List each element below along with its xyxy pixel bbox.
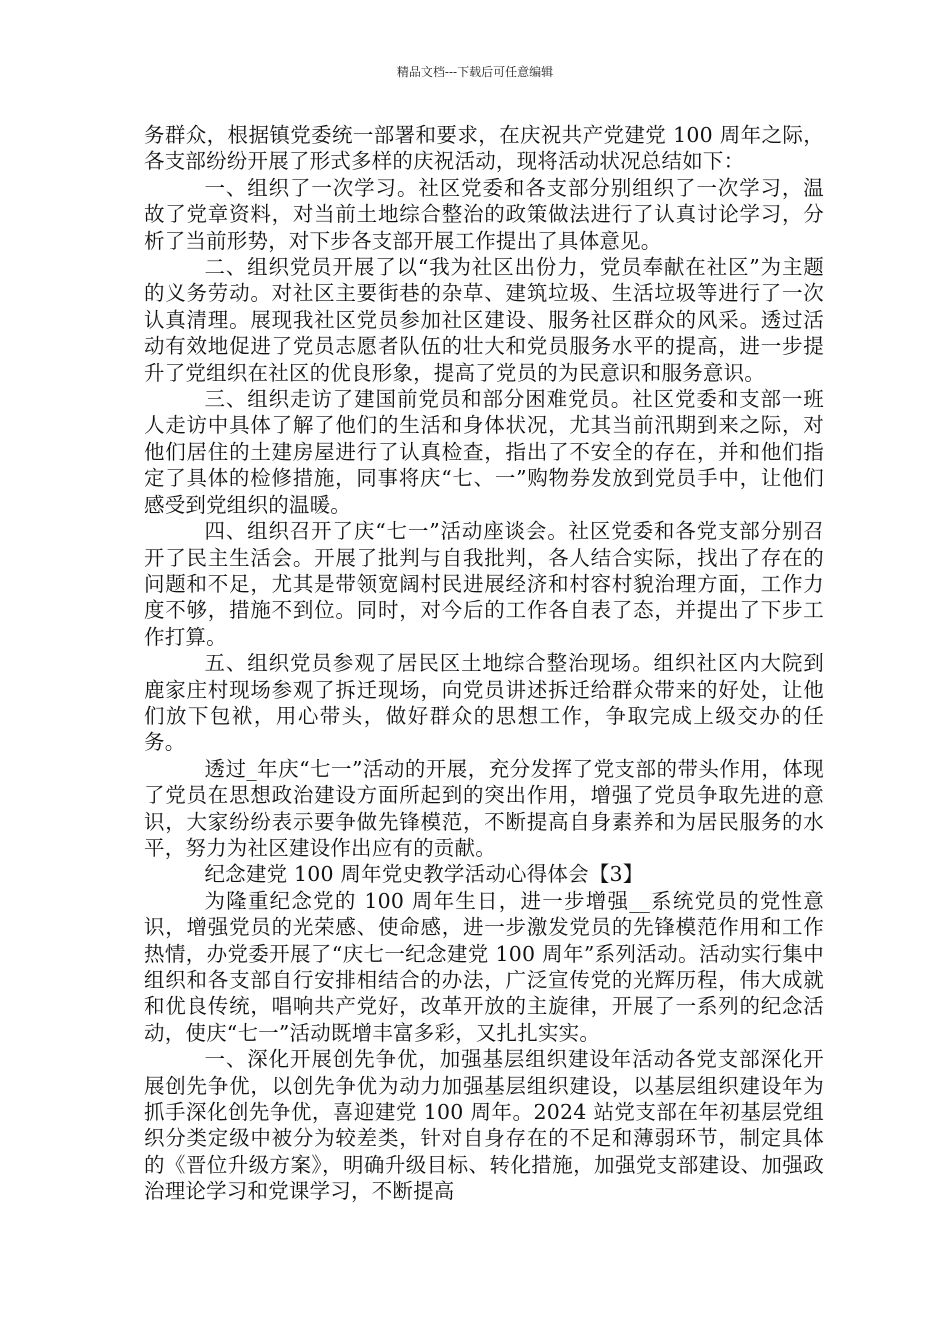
- paragraph: 四、组织召开了庆“七一”活动座谈会。社区党委和各党支部分别召开了民主生活会。开展了批判与自我批判，各人结合实际，找出了存在的问题和不足，尤其是带领宽阔村民进展经济和村容村貌治理方面，工作力度不够，措施不到位。同时，对今后的工作各自表了态，并提出了下步工作打算。: [144, 519, 824, 649]
- paragraph: 透过_年庆“七一”活动的开展，充分发挥了党支部的带头作用，体现了党员在思想政治建设方面所起到的突出作用，增强了党员争取先进的意识，大家纷纷表示要争做先锋模范，不断提高自身素养和为居民服务的水平，努力为社区建设作出应有的贡献。: [144, 756, 824, 860]
- paragraph: 三、组织走访了建国前党员和部分困难党员。社区党委和支部一班人走访中具体了解了他们的生活和身体状况，尤其当前汛期到来之际，对他们居住的土建房屋进行了认真检查，指出了不安全的存在，并和他们指定了具体的检修措施，同事将庆“七、一”购物券发放到党员手中，让他们感受到党组织的温暖。: [144, 387, 824, 517]
- paragraph: 为隆重纪念党的 100 周年生日，进一步增强__系统党员的党性意识，增强党员的光荣感、使命感，进一步激发党员的先锋模范作用和工作热情，办党委开展了“庆七一纪念建党 100 周年”系列活动。活动实行集中组织和各支部自行安排相结合的办法，广泛宣传党的光辉历程，伟大成就和优良传统，唱响共产党好，改革开放的主旋律，开展了一系列的纪念活动，使庆“七一”活动既增丰富多彩，又扎扎实实。: [144, 888, 824, 1045]
- paragraph: 五、组织党员参观了居民区土地综合整治现场。组织社区内大院到鹿家庄村现场参观了拆迁现场，向党员讲述拆迁给群众带来的好处，让他们放下包袱，用心带头，做好群众的思想工作，争取完成上级交办的任务。: [144, 651, 824, 755]
- paragraph: 一、组织了一次学习。社区党委和各支部分别组织了一次学习，温故了党章资料，对当前土地综合整治的政策做法进行了认真讨论学习，分析了当前形势，对下步各支部开展工作提出了具体意见。: [144, 175, 824, 253]
- paragraph: 务群众，根据镇党委统一部署和要求，在庆祝共产党建党 100 周年之际，各支部纷纷开展了形式多样的庆祝活动，现将活动状况总结如下：: [144, 123, 824, 174]
- paragraph: 二、组织党员开展了以“我为社区出份力，党员奉献在社区”为主题的义务劳动。对社区主要街巷的杂草、建筑垃圾、生活垃圾等进行了一次认真清理。展现我社区党员参加社区建设、服务社区群众的风采。透过活动有效地促进了党员志愿者队伍的壮大和党员服务水平的提高，进一步提升了党组织在社区的优良形象，提高了党员的为民意识和服务意识。: [144, 255, 824, 385]
- section-heading: 纪念建党 100 周年党史教学活动心得体会【3】: [204, 862, 644, 887]
- paragraph: 一、深化开展创先争优，加强基层组织建设年活动各党支部深化开展创先争优，以创先争优为动力加强基层组织建设，以基层组织建设年为抓手深化创先争优，喜迎建党 100 周年。2024 站党支部在年初基层党组织分类定级中被分为较差类，针对自身存在的不足和薄弱环节，制定具体的《晋位升级方案》，明确升级目标、转化措施，加强党支部建设、加强政治理论学习和党课学习，不断提高: [144, 1047, 824, 1204]
- document-body: [144, 122, 824, 1205]
- page-header: 精品文档---下载后可任意编辑: [396, 65, 554, 79]
